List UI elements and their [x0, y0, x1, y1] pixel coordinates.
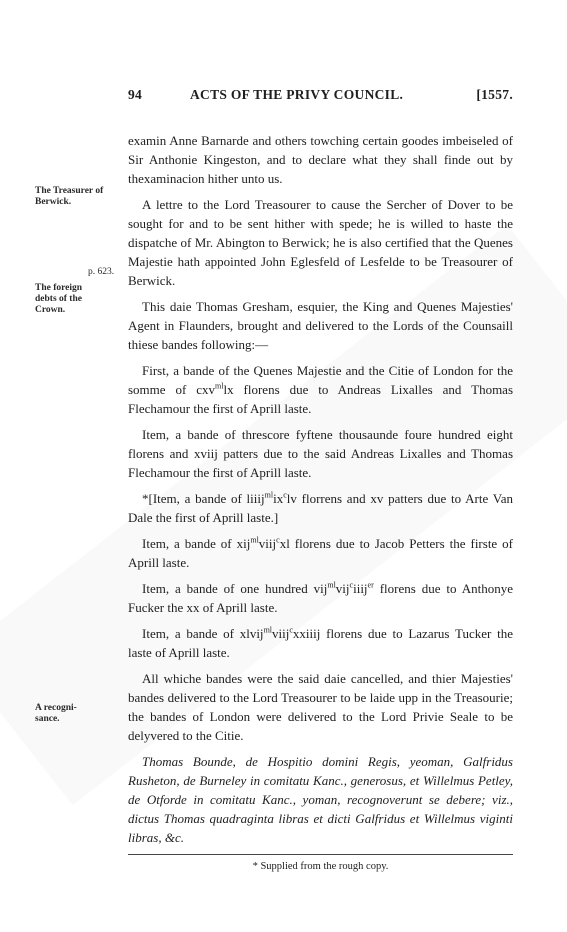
paragraph-bands-cancelled: All whiche bandes were the said daie cancelled, and thier Majesties' bandes delivered to the Lord Treasourer to be laide upp in the Treasourie; the bandes of London were delivered to the Lord Privie Seale to be delyvered to the Citie. [128, 671, 513, 743]
paragraph-band-lixalles: Item, a bande of threscore fyftene thousaunde foure hundred eight florens and xviij patters due to the said Andreas Lixalles and Thomas Flechamour the first of Aprill laste. [128, 427, 513, 480]
paragraph-band-van-dale: *[Item, a bande of $liiij^{ml}ix^clv$ florrens and xv patters due to Arte Van Dale the first of Aprill laste.] [128, 490, 513, 525]
sidenote-page-ref: p. 623. [88, 267, 115, 277]
footnote: * Supplied from the rough copy. [252, 861, 389, 872]
paragraph-recognisance: Thomas Bounde, de Hospitio domini Regis, yeoman, Galfridus Rusheton, de Burneley in comitatu Kanc., generosus, et Willelmus Petley, de Otforde in comitatu Kanc., yoman, recognoverunt se debere; viz., dictus Thomas quadraginta libras et dicti Galfridus et Willelmus viginti libras, &c. [128, 754, 513, 845]
paragraph-band-tucker: Item, a bande of xlvij$^{ml}$viij$^c$xxiiij florens due to Lazarus Tucker the laste of Aprill laste. [128, 625, 513, 660]
page-number: 94 [128, 87, 143, 102]
sidenote-treasurer: The Treasurer of Berwick. [35, 186, 104, 207]
sidenote-foreign-debts: The foreign debts of the Crown. [35, 283, 83, 315]
paragraph-band-fucker: Item, a bande of one hundred vij$^{ml}$vij$^c$iiij$^{er}$ florens due to Anthonye Fucker the xx of Aprill laste. [128, 580, 513, 615]
paragraph-continuation: examin Anne Barnarde and others towching certain goodes imbeiseled of Sir Anthonie Kingeston, and to declare what they shall finde out by thexaminacion hither unto us. [128, 133, 513, 186]
sidenote-recognisance: A recogni- sance. [35, 703, 77, 724]
header-year: [1557. [476, 87, 513, 102]
main-text [128, 131, 513, 873]
paragraph-band-london: First, a bande of the Quenes Majestie and the Citie of London for the somme of cxv$^{ml}$lx florens due to Andreas Lixalles and Thomas Flechamour the first of Aprill laste. [128, 363, 514, 416]
running-title: ACTS OF THE PRIVY COUNCIL. [190, 87, 404, 102]
footnote-rule [128, 854, 513, 855]
paragraph-gresham: This daie Thomas Gresham, esquier, the King and Quenes Majesties' Agent in Flaunders, brought and delivered to the Lords of the Counsaill thiese bandes following:— [128, 299, 513, 352]
paragraph-band-petters: Item, a bande of xij$^{ml}$viij$^c$xl florens due to Jacob Petters the firste of Aprill laste. [128, 535, 514, 570]
paragraph-treasurer-letter: A lettre to the Lord Treasourer to cause the Sercher of Dover to be sought for and to be sent hither with spede; he is willed to haste the dispatche of Mr. Abington to Berwick; he is also certified that the Quenes Majestie hath appointed John Eglesfeld of Lesfelde to be Treasourer of Berwick. [128, 197, 513, 288]
running-header [128, 87, 513, 107]
